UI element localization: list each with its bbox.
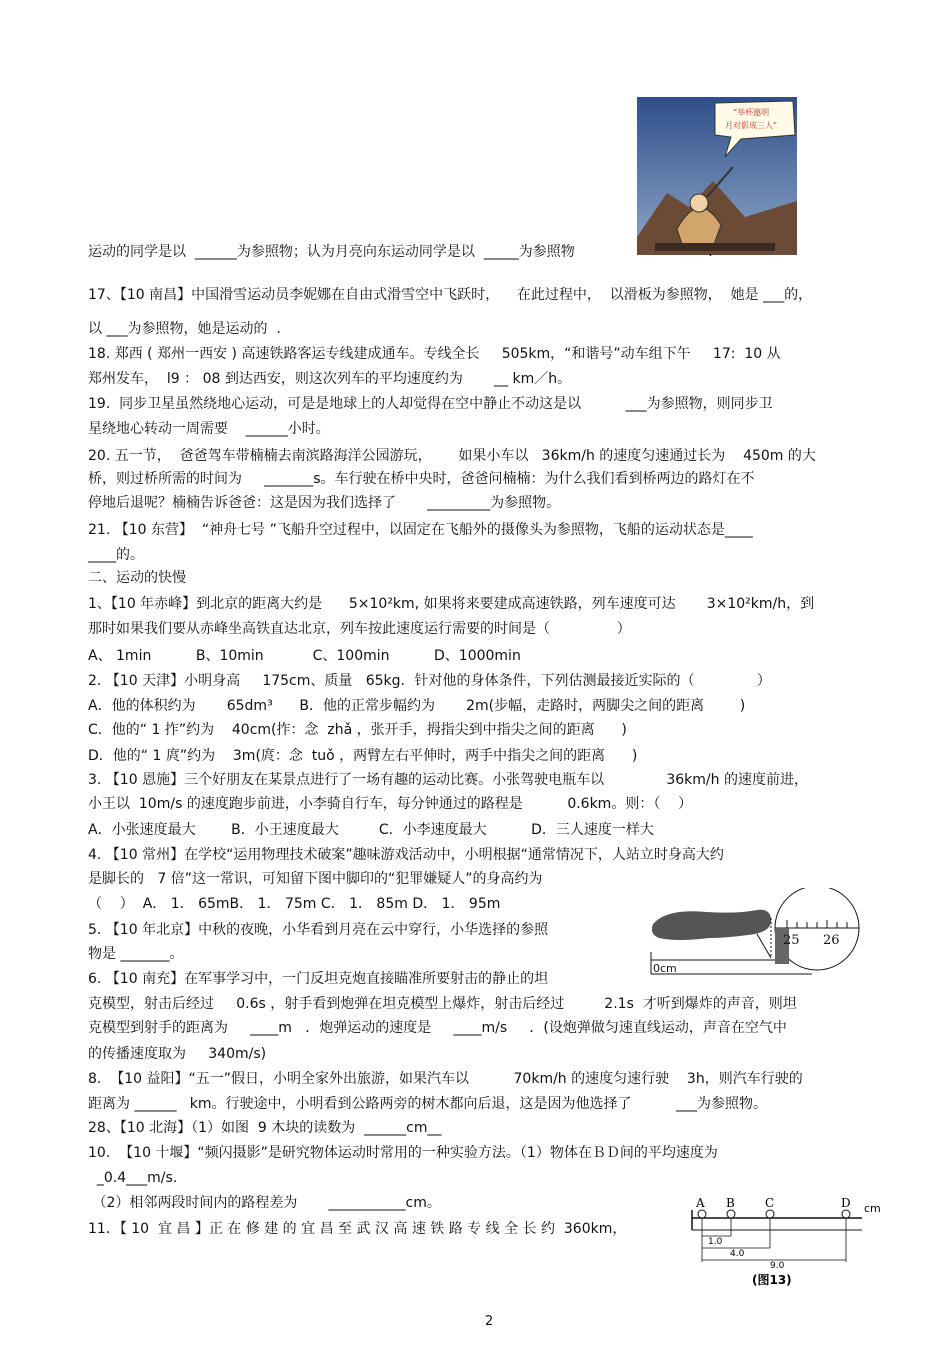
point-a-label: A (696, 1196, 705, 1210)
text-line-2: 17、【10 南昌】中国滑雪运动员李妮娜在自由式滑雪空中飞跃时， 在此过程中， 以滑板为参照物， 她是 ___的， (88, 287, 813, 303)
text-line-34: 距离为 ______ km。行驶途中，小明看到公路两旁的树木都向后退，这是因为他选择了 ___为参照物。 (88, 1096, 768, 1112)
dim-label-2: 4.0 (730, 1249, 745, 1259)
strobe-ruler-figure (690, 1196, 895, 1288)
text-line-28: 物是 _______。 (88, 946, 184, 962)
text-line-6: 19. 同步卫星虽然绕地心运动，可是是地球上的人却觉得在空中静止不动这是以 ___为参照物，则同步卫 (88, 396, 773, 412)
text-line-25: 是脚长的 7 倍”这一常识，可知留下图中脚印的“犯罪嫌疑人”的身高约为 (88, 871, 543, 887)
text-line-15: 那时如果我们要从赤峰坐高铁直达北京，列车按此速度运行需要的时间是（ ） (88, 621, 631, 637)
text-line-1: 运动的同学是以 ______为参照物；认为月亮向东运动同学是以 _____为参照物 . (88, 244, 713, 260)
point-b-label: B (726, 1196, 735, 1210)
text-line-27: 5. 【10 年北京】中秋的夜晚，小华看到月亮在云中穿行，小华选择的参照 (88, 922, 549, 938)
text-line-37: _0.4___m/s. (88, 1170, 178, 1186)
text-line-14: 1、【10 年赤峰】到北京的距离大约是 5×10²km, 如果将来要建成高速铁路，列车速度可达 3×10²km/h，到 (88, 596, 815, 612)
point-d-label: D (841, 1196, 851, 1210)
poet-moon-illustration (637, 97, 797, 255)
text-line-3: 以 ___为参照物，她是运动的 . (88, 321, 281, 337)
scale-zero-label: 0cm (653, 962, 677, 975)
text-line-17: 2. 【10 天津】小明身高 175cm、质量 65kg．针对他的身体条件，下列估测最接近实际的（ ） (88, 673, 771, 689)
text-line-30: 克模型，射击后经过 0.6s ，射手看到炮弹在坦克模型上爆炸，射击后经过 2.1s 才听到爆炸的声音，则坦 (88, 996, 797, 1012)
text-line-31: 克模型到射手的距离为 ____m ．炮弹运动的速度是 ____m/s ．(设炮弹做匀速直线运动，声音在空气中 (88, 1020, 787, 1036)
text-line-5: 郑州发车， l9 ： 08 到达西安，则这次列车的平均速度约为 __ km／h。 (88, 371, 572, 387)
text-line-16: A、 1min B、10min C、100min D、1000min (88, 648, 521, 664)
dim-label-3: 9.0 (770, 1261, 785, 1271)
text-line-26: （ ） A． 1． 65mB． 1． 75m C． 1． 85m D． 1． 95m (88, 896, 501, 912)
text-line-21: 3. 【10 恩施】三个好朋友在某景点进行了一场有趣的运动比赛。小张驾驶电瓶车以 36km/h 的速度前进， (88, 772, 808, 788)
poem-line-2: 月对影成三人” (725, 121, 778, 130)
text-line-11: 21. 【10 东营】 “神舟七号 ”飞船升空过程中，以固定在飞船外的摄像头为参照物，飞船的运动状态是____ (88, 522, 753, 538)
figure-13-caption: (图13) (752, 1273, 792, 1287)
poem-line-1: “举杯邀明 (733, 108, 770, 117)
text-line-38: （2）相邻两段时间内的路程差为 ___________cm。 (88, 1195, 441, 1211)
text-line-29: 6. 【10 南充】在军事学习中，一门反坦克炮直接瞄准所要射击的静止的坦 (88, 971, 549, 987)
text-line-19: C．他的“ 1 拃”约为 40cm(拃：念 zhǎ ，张开手，拇指尖到中指尖之间的距离 ) (88, 722, 627, 738)
text-line-32: 的传播速度取为 340m/s) (88, 1046, 267, 1062)
footprint-scale-figure (647, 888, 872, 980)
text-line-10: 停地后退呢？楠楠告诉爸爸：这是因为我们选择了 _________为参照物。 (88, 495, 561, 511)
text-line-35: 28、【10 北海】（1）如图 9 木块的读数为 ______cm__ (88, 1120, 442, 1136)
text-line-36: 10. 【10 十堰】“频闪摄影”是研究物体运动时常用的一种实验方法。（1）物体在ＢＤ间的平均速度为 (88, 1145, 718, 1161)
text-line-24: 4. 【10 常州】在学校“运用物理技术破案”趣味游戏活动中，小明根据“通常情况下，人站立时身高大约 (88, 847, 724, 863)
ruler-unit-label: cm (864, 1202, 881, 1215)
dim-label-1: 1.0 (708, 1237, 723, 1247)
text-line-18: A．他的体积约为 65dm³ B．他的正常步幅约为 2m(步幅，走路时，两脚尖之间的距离 ) (88, 698, 746, 714)
text-line-4: 18. 郑西 ( 郑州一西安 ) 高速铁路客运专线建成通车。专线全长 505km，“和谐号”动车组下午 17: 10 从 (88, 346, 781, 362)
point-c-label: C (765, 1196, 775, 1210)
zoom-label-26: 26 (823, 933, 840, 948)
text-line-7: 星绕地心转动一周需要 ______小时。 (88, 421, 330, 437)
footprint-shape (652, 910, 771, 940)
zoom-label-25: 25 (783, 933, 800, 948)
text-line-12: ____的。 (88, 547, 144, 563)
text-line-8: 20. 五一节， 爸爸驾车带楠楠去南滨路海洋公园游玩， 如果小车以 36km/h 的速度匀速通过长为 450m 的大 (88, 448, 816, 464)
text-line-22: 小王以 10m/s 的速度跑步前进，小李骑自行车，每分钟通过的路程是 0.6km。则：（ ） (88, 796, 693, 812)
text-line-33: 8. 【10 益阳】“五一”假日，小明全家外出旅游，如果汽车以 70km/h 的速度匀速行驶 3h，则汽车行驶的 (88, 1071, 803, 1087)
text-line-39: 11．【 10 宜 昌 】正 在 修 建 的 宜 昌 至 武 汉 高 速 铁 路 专 线 全 长 约 360km， (88, 1221, 627, 1237)
section-heading: 二、运动的快慢 (88, 570, 186, 586)
text-line-23: A．小张速度最大 B．小王速度最大 C．小李速度最大 D．三人速度一样大 (88, 822, 654, 838)
page-number: 2 (485, 1314, 494, 1329)
text-line-20: D．他的“ 1 庹”约为 3m(庹：念 tuǒ ，两臂左右平伸时，两手中指尖之间的距离 ) (88, 748, 638, 764)
text-line-9: 桥，则过桥所需的时间为 _______s。车行驶在桥中央时，爸爸问楠楠：为什么我们看到桥两边的路灯在不 (88, 471, 755, 487)
